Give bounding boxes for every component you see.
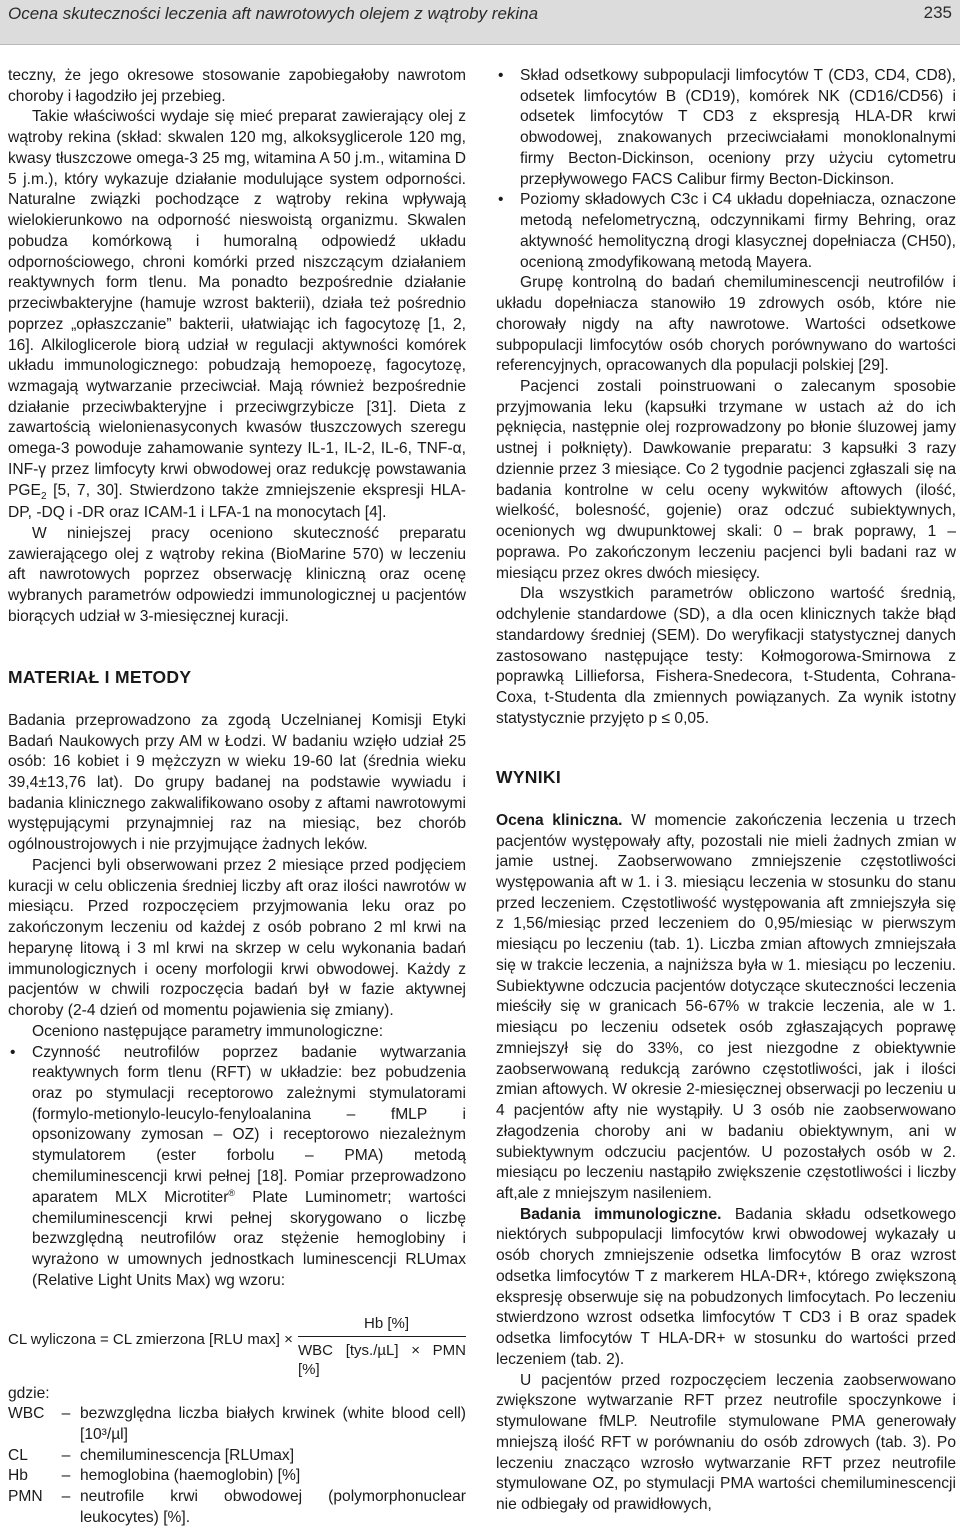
paragraph: Badania przeprowadzono za zgodą Uczelnianej Komisji Etyki Badań Naukowych przy AM w Łodzi. W badaniu wzięło udział 25 osób: 16 kobiet i 9 mężczyzn w wieku 19-60 lat (średnia wieku 39,4±13,76 lat). Do grupy badanej na podstawie wywiadu i badania klinicznego zakwalifikowano osoby z aftami nawrotowymi występującymi przynajmniej raz na miesiąc, bez chorób ogólnoustrojowych i nie przyjmujące żadnych leków. <box>8 711 466 854</box>
paragraph: teczny, że jego okresowe stosowanie zapobiegałoby nawrotom choroby i łagodziło jej przebieg. <box>8 67 466 105</box>
definitions-intro: gdzie: <box>8 1384 50 1402</box>
paragraph: Takie właściwości wydaje się mieć preparat zawierający olej z wątroby rekina (skład: skwalen 120 mg, alkoksyglicerole 120 mg, kwasy tłuszczowe omega-3 25 mg, witamina A 50 j.m., witamina D 5 j.m.), który wykazuje działanie modulujące system odporności. Naturalne związki pochodzące z wątroby rekina wpływają wielokierunkowo na odporność nieswoistą organizmu. Skwalen pobudza komórkową i humoralną odpowiedź układu odpornościowego, chroni komórki przed niszczącym działaniem reaktywnych form tlenu. Ma ponadto bezpośrednie działanie przeciwbakteryjne (hamuje wzrost bakterii), działa też pośrednio poprzez „opłaszczanie” bakterii, ułatwiając ich fagocytozę [1, 2, 16]. Alkiloglicerole biorą udział w regulacji aktywności komórek układu immunologicznego: pobudzają hemopoezę, fagocytozę, wzmagają wytwarzanie przeciwciał. Mają również bezpośrednie działanie przeciwbakteryjne i przeciwgrzybicze [31]. Dieta z zawartością wielonienasyconych kwasów tłuszczowych szeregu omega-3 powoduje zahamowanie syntezy IL-1, IL-2, IL-6, TNF-α, INF-γ przez limfocyty krwi obwodowej oraz redukcję powstawania $PGE_2$ [5, 7, 30]. Stwierdzono także zmniejszenie ekspresji HLA-DP, -DQ i -DR oraz ICAM-1 i LFA-1 na monocytach [4]. <box>8 108 466 522</box>
list-item: • Skład odsetkowy subpopulacji limfocytów T (CD3, CD4, CD8), odsetek limfocytów B (CD19), komórek NK (CD16/CD56) i odsetek limfocytów T CD3 z ekspresją HLA-DR krwi obwodowej, znakowanych przeciwciałami monoklonalnymi firmy Becton-Dickinson, oceniony przy użyciu cytometru przepływowego FACS Calibur firmy Becton-Dickinson. <box>498 67 956 188</box>
definition-row: Hb – hemoglobina (haemoglobin) [%] <box>8 1467 301 1485</box>
paragraph: W niniejszej pracy oceniono skuteczność preparatu zawierającego olej z wątroby rekina (BioMarine 570) w leczeniu aft nawrotowych poprzez obserwację kliniczną oraz ocenę wybranych parametrów odpowiedzi immunologicznej u pacjentów biorących udział w 3-miesięcznej kuracji. <box>8 524 466 625</box>
paragraph: Pacjenci zostali poinstruowani o zalecanym sposobie przyjmowania leku (kapsułki trzymane w ustach aż do ich pęknięcia, następnie olej rozprowadzony po błonie śluzowej jamy ustnej i połknięty). Dawkowanie preparatu: 3 kapsułki 3 razy dziennie przez 3 miesiące. Co 2 tygodnie pacjenci zgłaszali się na badania kontrolne w celu oceny wykwitów aftowych (ilość, wielkość, bolesność, gojenie) oraz odczuć subiektywnych, ocenionych wg dwupunktowej skali: 0 – brak poprawy, 1 – poprawa. Po zakończonym leczeniu pacjenci byli badani raz w miesiącu przez okres dwóch miesięcy. <box>496 378 956 582</box>
bullet-icon: • <box>498 67 504 84</box>
page-number: 235 <box>923 3 952 22</box>
list-item: • Czynność neutrofilów poprzez badanie wytwarzania reaktywnych form tlenu (RFT) w układzie: bez pobudzenia oraz po stymulacji receptorowo zależnymi stymulatorami (formylo-metionylo-leucylo-fenyloalanina – fMLP i opsonizowany zymosan – OZ) i receptorowo niezależnym stymulatorem (ester forbolu – PMA) metodą chemiluminescencji krwi pełnej [18]. Pomiar przeprowadzono aparatem MLX Microtiter® Plate Luminometr; wartości chemiluminescencji krwi pełnej skorygowano o liczbę bezwzględną neutrofilów oraz stężenie hemoglobiny i wyrażono w umownych jednostkach luminescencji RLUmax (Relative Light Units Max) wg wzoru: <box>10 1043 466 1289</box>
fraction-bar <box>298 1336 466 1337</box>
left-column <box>8 66 466 1529</box>
paragraph: Grupę kontrolną do badań chemiluminescencji neutrofilów i układu dopełniacza stanowiło 19 zdrowych osób, które nie chorowały nigdy na afty nawrotowe. Wartości odsetkowe subpopulacji limfocytów osób chorych porównywano do wartości referencyjnych, opracowanych dla populacji polskiej [29]. <box>496 274 956 375</box>
formula-denominator: WBC [tys./µL] × PMN [%] <box>298 1341 466 1379</box>
definition-row: WBC – bezwzględna liczba białych krwinek (white blood cell) [10³/µl] <box>8 1405 466 1443</box>
definitions-list <box>8 1404 466 1528</box>
formula-numerator: Hb [%] <box>364 1314 410 1332</box>
formula-lhs: CL wyliczona = CL zmierzona [RLU max] × <box>8 1330 293 1348</box>
section-heading-methods: MATERIAŁ I METODY <box>8 666 192 687</box>
paragraph: U pacjentów przed rozpoczęciem leczenia zaobserwowano zwiększone wytwarzanie RFT przez neutrofile spoczynkowe i stymulowane fMLP. Neutrofile stymulowane PMA generowały mniejszą ilość RFT w porównaniu do osób zdrowych (tab. 3). Po leczeniu znacząco wzrosło wytwarzanie RFT przez neutrofile stymulowane OZ, po stymulacji PMA wartości chemiluminescencji nie odbiegały od prawidłowych, <box>496 1371 956 1513</box>
formula <box>8 1314 466 1379</box>
paragraph: Oceniono następujące parametry immunologiczne: <box>32 1022 384 1040</box>
running-header <box>0 0 960 45</box>
paragraph: Ocena kliniczna. W momencie zakończenia leczenia u trzech pacjentów występowały afty, pozostali nie mieli żadnych zmian w jamie ustnej. Zaobserwowano zmniejszenie częstotliwości występowania aft w 1. i 3. miesiącu leczenia w stosunku do stanu przed leczeniem. Częstotliwość występowania aft zmniejszyła się z 1,56/miesiąc przed leczeniem do 0,95/miesiąc w pierwszym miesiącu po leczeniu (tab. 1). Liczba zmian aftowych zmniejszała się w trakcie leczenia, a najniższa była w 1. miesiącu po leczeniu. Subiektywne odczucia pacjentów dotyczące skuteczności leczenia mieściły się w granicach 56-67% w trakcie leczenia, ale w 1. miesiącu po leczeniu odsetek osób zgłaszających poprawę zmniejszył się do 33%, co jest niezgodne z obiektywnie zaobserwowaną redukcją zarówno częstotliwości, jak i ilości zmian aftowych. W okresie 2-miesięcznej obserwacji po leczeniu u 4 pacjentów afty nie wystąpiły. U 3 osób nie zaobserwowano złagodzenia choroby ani w badaniu obiektywnym, ani w subiektywnym odczuciu pacjentów. U pozostałych osób w 2. miesiącu po leczeniu nastąpiło zwiększenie częstotliwości i liczby aft,ale z mniejszym nasileniem. <box>496 811 957 1202</box>
paragraph: Pacjenci byli obserwowani przez 2 miesiące przed podjęciem kuracji w celu obliczenia średniej liczby aft oraz ilości nawrotów w miesiącu. Przed rozpoczęciem przyjmowania leku oraz po zakończonym leczeniu od każdej z osób pobrano 2 ml krwi na heparynę litową i 3 ml krwi na skrzep w celu wykonania badań immunologicznych i oceny morfologii krwi obwodowej. Każdy z pacjentów w chwili rozpoczęcia badań był w fazie aktywnej choroby (2-4 dzień od momentu pojawienia się zmiany). <box>8 856 466 1020</box>
bullet-icon: • <box>10 1043 16 1061</box>
definition-row: PMN – neutrofile krwi obwodowej (polymorphonuclear leukocytes) [%]. <box>8 1488 466 1526</box>
definition-row: CL – chemiluminescencja [RLUmax] <box>8 1446 295 1464</box>
list-item: • Poziomy składowych C3c i C4 układu dopełniacza, oznaczone metodą nefelometryczną, odczynnikami firmy Behring, oraz aktywność hemolityczną drogi klasycznej dopełniacza (CH50), ocenioną zmodyfikowaną metodą Mayera. <box>498 191 956 271</box>
paragraph: Badania immunologiczne. Badania składu odsetkowego niektórych subpopulacji limfocytów krwi obwodowej wykazały u osób chorych zmniejszenie odsetka limfocytów B oraz wzrost odsetka limfocytów T z markerem HLA-DR+, którego zwiększoną ekspresję obserwuje się na pobudzonych limfocytach. Po leczeniu stwierdzono wzrost odsetka limfocytów T CD3 i B oraz spadek odsetka limfocytów T HLA-DR+ w stosunku do wartości przed leczeniem (tab. 2). <box>496 1205 956 1368</box>
right-column <box>496 66 956 1516</box>
running-title: Ocena skuteczności leczenia aft nawrotowych olejem z wątroby rekina <box>8 4 539 23</box>
section-heading-results: WYNIKI <box>496 766 561 787</box>
bullet-icon: • <box>498 191 504 209</box>
paragraph: Dla wszystkich parametrów obliczono wartość średnią, odchylenie standardowe (SD), a dla ocen klinicznych także błąd standardowy średniej (SEM). Do weryfikacji statystycznej danych zastosowano następujące testy: Kołmogorowa-Smirnowa z poprawką Lillieforsa, Fishera-Snedecora, t-Studenta, Cohrana-Coxa, t-Studenta dla zmiennych powiązanych. Za wynik istotny statystycznie przyjęto p ≤ 0,05. <box>496 585 956 727</box>
